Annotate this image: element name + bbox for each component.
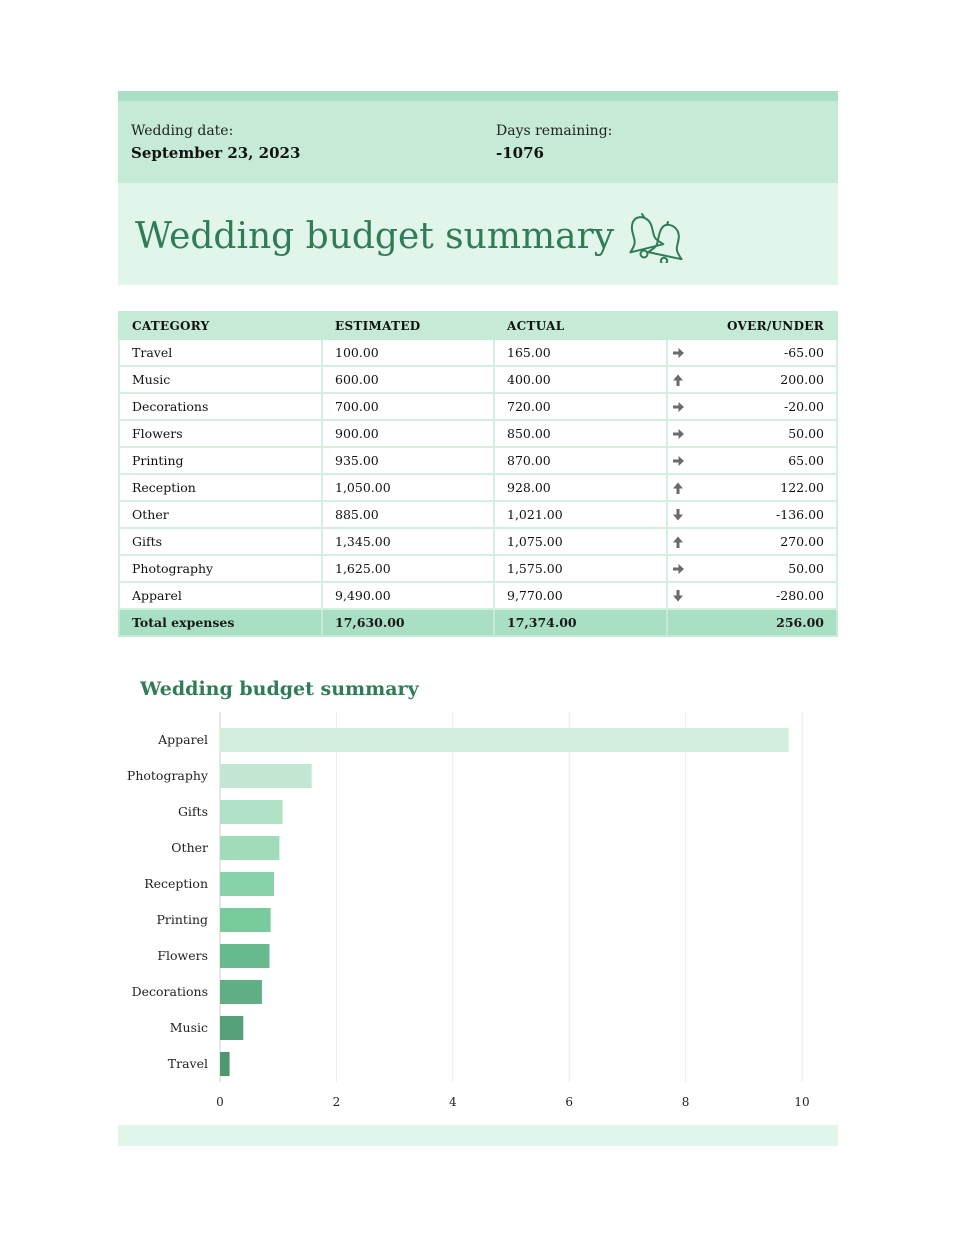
- total-estimated: 17,630.00: [322, 609, 494, 636]
- cell-actual[interactable]: 1,021.00: [494, 501, 667, 528]
- cell-estimated[interactable]: 100.00: [322, 339, 494, 366]
- over-under-value: 50.00: [788, 561, 824, 576]
- arrow-up-icon: [671, 481, 685, 495]
- arrow-right-icon: [671, 454, 685, 468]
- total-label: Total expenses: [119, 609, 322, 636]
- y-category-label: Apparel: [158, 732, 208, 747]
- bar-travel[interactable]: [220, 1052, 230, 1076]
- cell-actual[interactable]: 400.00: [494, 366, 667, 393]
- days-remaining-label: Days remaining:: [496, 123, 613, 139]
- cell-estimated[interactable]: 885.00: [322, 501, 494, 528]
- cell-category[interactable]: Apparel: [119, 582, 322, 609]
- bar-reception[interactable]: [220, 872, 274, 896]
- table-row: [119, 447, 837, 474]
- cell-actual[interactable]: 1,575.00: [494, 555, 667, 582]
- x-tick-label: 8: [681, 1095, 690, 1109]
- bar-music[interactable]: [220, 1016, 243, 1040]
- over-under-value: 270.00: [780, 534, 824, 549]
- over-under-value: 122.00: [780, 480, 824, 495]
- days-remaining-value: -1076: [496, 144, 544, 162]
- cell-category[interactable]: Other: [119, 501, 322, 528]
- cell-actual[interactable]: 165.00: [494, 339, 667, 366]
- arrow-right-icon: [671, 427, 685, 441]
- x-tick-label: 0: [216, 1095, 224, 1109]
- wedding-info-band: [118, 101, 838, 183]
- header-estimated[interactable]: ESTIMATED: [322, 312, 494, 339]
- cell-over-under: [667, 501, 837, 528]
- total-row: [119, 609, 837, 636]
- cell-category[interactable]: Travel: [119, 339, 322, 366]
- cell-estimated[interactable]: 1,050.00: [322, 474, 494, 501]
- cell-category[interactable]: Photography: [119, 555, 322, 582]
- y-category-label: Photography: [126, 768, 208, 783]
- bar-photography[interactable]: [220, 764, 312, 788]
- table-header-row: [119, 312, 837, 339]
- cell-category[interactable]: Flowers: [119, 420, 322, 447]
- table-row: [119, 555, 837, 582]
- cell-actual[interactable]: 9,770.00: [494, 582, 667, 609]
- chart-title: Wedding budget summary: [140, 678, 419, 700]
- cell-over-under: [667, 555, 837, 582]
- cell-over-under: [667, 366, 837, 393]
- cell-estimated[interactable]: 9,490.00: [322, 582, 494, 609]
- table-row: [119, 528, 837, 555]
- cell-estimated[interactable]: 935.00: [322, 447, 494, 474]
- bar-other[interactable]: [220, 836, 279, 860]
- cell-estimated[interactable]: 900.00: [322, 420, 494, 447]
- wedding-bells-icon: [622, 211, 694, 263]
- over-under-value: -280.00: [776, 588, 824, 603]
- x-tick-label: 2: [332, 1095, 341, 1109]
- cell-over-under: [667, 474, 837, 501]
- x-tick-label: 4: [448, 1095, 457, 1109]
- cell-category[interactable]: Reception: [119, 474, 322, 501]
- wedding-date-value[interactable]: September 23, 2023: [131, 144, 301, 162]
- y-category-label: Other: [171, 840, 208, 855]
- y-category-label: Flowers: [157, 948, 208, 963]
- arrow-right-icon: [671, 400, 685, 414]
- cell-over-under: [667, 447, 837, 474]
- table-row: [119, 582, 837, 609]
- over-under-value: -136.00: [776, 507, 824, 522]
- cell-actual[interactable]: 1,075.00: [494, 528, 667, 555]
- cell-over-under: [667, 339, 837, 366]
- over-under-value: -65.00: [783, 345, 824, 360]
- y-category-label: Music: [169, 1020, 208, 1035]
- cell-estimated[interactable]: 1,345.00: [322, 528, 494, 555]
- days-remaining-block: [496, 122, 612, 163]
- arrow-up-icon: [671, 535, 685, 549]
- arrow-up-icon: [671, 373, 685, 387]
- bar-flowers[interactable]: [220, 944, 269, 968]
- cell-over-under: [667, 528, 837, 555]
- bottom-accent-band: [118, 1125, 838, 1146]
- top-accent-strip: [118, 91, 838, 101]
- arrow-down-icon: [671, 589, 685, 603]
- table-row: [119, 393, 837, 420]
- cell-estimated[interactable]: 700.00: [322, 393, 494, 420]
- header-over-under[interactable]: OVER/UNDER: [667, 312, 837, 339]
- cell-category[interactable]: Music: [119, 366, 322, 393]
- table-row: [119, 339, 837, 366]
- arrow-right-icon: [671, 562, 685, 576]
- y-category-label: Travel: [167, 1056, 208, 1071]
- x-tick-label: 6: [565, 1095, 574, 1109]
- cell-actual[interactable]: 850.00: [494, 420, 667, 447]
- header-category[interactable]: CATEGORY: [119, 312, 322, 339]
- cell-over-under: [667, 582, 837, 609]
- arrow-down-icon: [671, 508, 685, 522]
- over-under-value: 65.00: [788, 453, 824, 468]
- cell-actual[interactable]: 928.00: [494, 474, 667, 501]
- over-under-value: 200.00: [780, 372, 824, 387]
- bar-gifts[interactable]: [220, 800, 283, 824]
- wedding-date-label: Wedding date:: [131, 123, 234, 139]
- cell-estimated[interactable]: 600.00: [322, 366, 494, 393]
- table-row: [119, 420, 837, 447]
- wedding-date-block: [131, 122, 300, 163]
- total-over-under: 256.00: [667, 609, 837, 636]
- y-category-label: Printing: [156, 912, 208, 927]
- cell-category[interactable]: Decorations: [119, 393, 322, 420]
- y-category-label: Reception: [144, 876, 208, 891]
- cell-actual[interactable]: 870.00: [494, 447, 667, 474]
- cell-estimated[interactable]: 1,625.00: [322, 555, 494, 582]
- y-category-label: Gifts: [177, 804, 208, 819]
- table-row: [119, 474, 837, 501]
- budget-bar-chart: [118, 712, 838, 1112]
- cell-over-under: [667, 420, 837, 447]
- y-category-label: Decorations: [131, 984, 208, 999]
- budget-table: [118, 311, 838, 637]
- header-actual[interactable]: ACTUAL: [494, 312, 667, 339]
- bar-decorations[interactable]: [220, 980, 262, 1004]
- cell-over-under: [667, 393, 837, 420]
- table-row: [119, 366, 837, 393]
- x-tick-label: 10: [794, 1095, 810, 1109]
- over-under-value: -20.00: [783, 399, 824, 414]
- cell-actual[interactable]: 720.00: [494, 393, 667, 420]
- cell-category[interactable]: Printing: [119, 447, 322, 474]
- total-actual: 17,374.00: [494, 609, 667, 636]
- bar-apparel[interactable]: [220, 728, 789, 752]
- page-title: Wedding budget summary: [135, 216, 615, 257]
- title-band: [118, 183, 838, 285]
- table-row: [119, 501, 837, 528]
- arrow-right-icon: [671, 346, 685, 360]
- bar-printing[interactable]: [220, 908, 271, 932]
- over-under-value: 50.00: [788, 426, 824, 441]
- cell-category[interactable]: Gifts: [119, 528, 322, 555]
